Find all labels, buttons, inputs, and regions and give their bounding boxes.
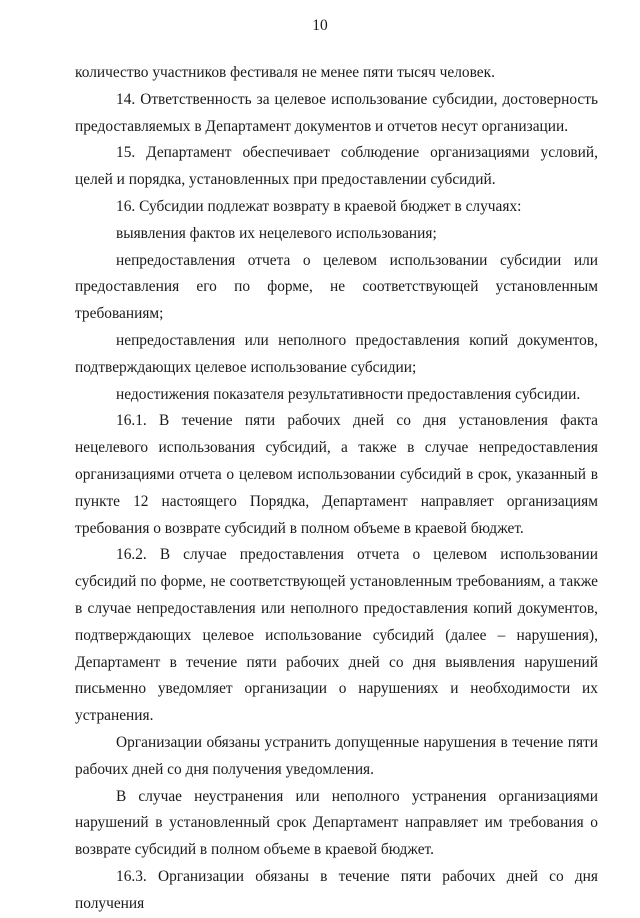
paragraph-obligation: Организации обязаны устранить допущенные нарушения в течение пяти рабочих дней со дня получения уведомления.: [75, 733, 598, 778]
paragraph-non-elimination: В случае неустранения или неполного устранения организациями нарушений в установленный срок Департамент направляет им требования о возврате субсидий в полном объеме в краевой бюджет.: [75, 787, 598, 859]
paragraph-case-misuse: выявления фактов их нецелевого использования;: [116, 224, 437, 242]
paragraph-item-16-3: 16.3. Организации обязаны в течение пяти рабочих дней со дня получения: [75, 867, 598, 912]
paragraph-continuation: количество участников фестиваля не менее пяти тысяч человек.: [75, 64, 495, 81]
page-number: 10: [312, 17, 328, 34]
paragraph-case-no-copies: непредоставления или неполного предоставления копий документов, подтверждающих целевое использование субсидии;: [75, 331, 598, 376]
paragraph-item-14: 14. Ответственность за целевое использование субсидии, достоверность предоставляемых в Департамент документов и отчетов несут организации.: [75, 90, 598, 135]
paragraph-case-no-result: недостижения показателя результативности предоставления субсидии.: [116, 385, 581, 403]
document-body: [75, 60, 598, 918]
paragraph-item-16: 16. Субсидии подлежат возврату в краевой бюджет в случаях:: [116, 197, 522, 215]
paragraph-item-15: 15. Департамент обеспечивает соблюдение организациями условий, целей и порядка, установленных при предоставлении субсидий.: [75, 144, 598, 189]
paragraph-item-16-1: 16.1. В течение пяти рабочих дней со дня установления факта нецелевого использования субсидий, а также в случае непредоставления организациями отчета о целевом использовании субсидий в срок, указанный в пункте 12 настоящего Порядка, Департамент направляет организациям требования о возврате субсидий в полном объеме в краевой бюджет.: [75, 412, 598, 537]
paragraph-item-16-2: 16.2. В случае предоставления отчета о целевом использовании субсидий по форме, не соответствующей установленным требованиям, а также в случае непредоставления или неполного предоставления копий документов, подтверждающих целевое использование субсидий (далее – нарушения), Департамент в течение пяти рабочих дней со дня выявления нарушений письменно уведомляет организации о нарушениях и необходимости их устранения.: [75, 546, 598, 725]
paragraph-case-no-report: непредоставления отчета о целевом использовании субсидии или предоставления его по форме, не соответствующей установленным требованиям;: [75, 251, 598, 323]
